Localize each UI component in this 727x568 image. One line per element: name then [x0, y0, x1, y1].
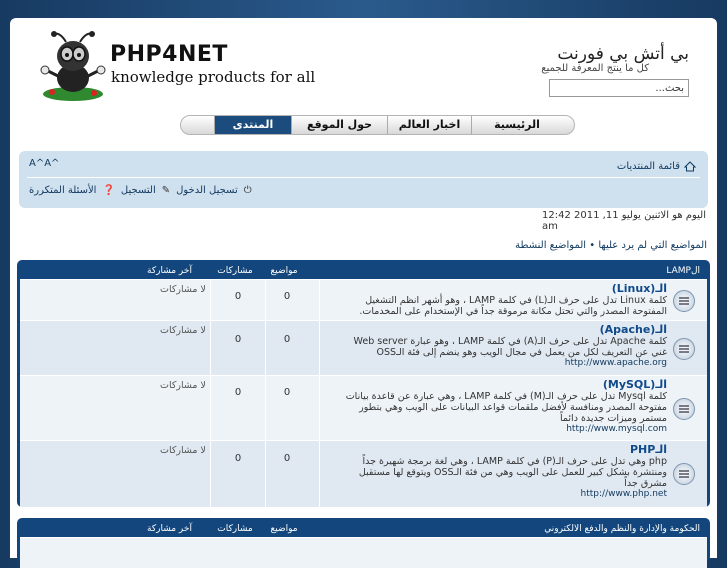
forum-description: كلمة Apache تدل على حرف الـ(A) في كلمة LAMP ، وهو عبارة Web server غني عن التعريف لكل من يعمل في مجال الويب وهو ينضم إلى فئة الـOSS [353, 336, 667, 358]
tab-home[interactable]: الرئيسية [471, 116, 562, 134]
logo-subtitle: knowledge products for all [111, 68, 316, 86]
topic-count: 0 [283, 291, 291, 302]
search-links[interactable]: المواضيع التي لم يرد عليها • المواضيع النشطة [515, 240, 707, 251]
main-nav [180, 115, 575, 135]
forum-link[interactable]: http://www.apache.org [564, 358, 667, 368]
last-post: لا مشاركات [160, 284, 206, 295]
post-count: 0 [234, 334, 242, 345]
navbar-divider [27, 177, 700, 178]
last-post: لا مشاركات [160, 380, 206, 391]
forum-link[interactable]: http://www.php.net [580, 489, 667, 499]
ant-mascot-logo[interactable] [38, 30, 108, 102]
search-input[interactable] [549, 79, 689, 97]
user-links [29, 185, 252, 196]
category-lamp [17, 260, 710, 507]
topic-count: 0 [283, 453, 291, 464]
forum-row [20, 375, 707, 440]
forum-row [20, 440, 707, 507]
forum-read-icon [673, 338, 695, 360]
forum-title[interactable]: الـ(Apache) [599, 323, 667, 336]
topic-count: 0 [283, 334, 291, 345]
forum-row [20, 320, 707, 375]
category-title[interactable]: الحكومة والإدارة والنظم والدفع الالكتروني [544, 524, 700, 534]
col-topics: مواضيع [270, 266, 298, 276]
tab-world-news[interactable]: اخبار العالم [387, 116, 471, 134]
forum-description: php وهي تدل على حرف الـ(P) في كلمة LAMP ، وهي لغة برمجة شهيرة جداً ومنتشرة بشكل كبير للعمل على الويب وهي من فئة الـOSS ويتوقع لها مستقبل مشرق جداً [358, 456, 667, 489]
tab-forum[interactable]: المنتدى [214, 116, 291, 134]
faq-icon: ❓ [102, 185, 115, 196]
register-icon: ✎ [161, 185, 171, 196]
last-post: لا مشاركات [160, 325, 206, 336]
post-count: 0 [234, 387, 242, 398]
forum-title[interactable]: الـ(MySQL) [602, 378, 667, 391]
font-size-control[interactable]: A^A^ [29, 158, 60, 169]
forum-read-icon [673, 463, 695, 485]
tab-about[interactable]: حول الموقع [291, 116, 387, 134]
category-header [17, 522, 710, 537]
forum-read-icon [673, 290, 695, 312]
category-header [17, 264, 710, 279]
col-posts: مشاركات [217, 266, 253, 276]
breadcrumb [617, 161, 696, 172]
forum-title[interactable]: الـPHP [629, 443, 667, 456]
post-count: 0 [234, 291, 242, 302]
register-link[interactable]: التسجيل [120, 185, 156, 196]
site-description: كل ما ينتج المعرفة للجميع [541, 63, 649, 74]
col-last-post: آخر مشاركة [147, 524, 192, 534]
login-link[interactable]: تسجيل الدخول [176, 185, 238, 196]
logo-title[interactable]: PHP4NET [110, 42, 228, 67]
forum-row [20, 279, 707, 320]
category-egov [17, 518, 710, 562]
last-post: لا مشاركات [160, 445, 206, 456]
forum-description: كلمة Linux تدل على حرف الـ(L) في كلمة LAMP ، وهو أشهر انظم التشغيل المفتوحة المصدر والتي تحتل مكانة مرموقة جداً في الإستخدام على المخدمات. [359, 295, 667, 317]
col-posts: مشاركات [217, 524, 253, 534]
forum-title[interactable]: الـ(Linux) [611, 282, 667, 295]
site-header [10, 18, 717, 116]
breadcrumb-forum-index[interactable]: قائمة المنتديات [616, 161, 680, 172]
power-icon: ⏻ [243, 185, 252, 196]
forum-read-icon [673, 398, 695, 420]
page-wrapper [10, 18, 717, 558]
faq-link[interactable]: الأسئلة المتكررة [29, 185, 97, 196]
home-icon [684, 161, 696, 172]
forum-description: كلمة Mysql تدل على حرف الـ(M) في كلمة LAMP ، وهي عبارة عن قاعدة بيانات مفتوحة المصدر ومنافسة لأفضل ملقمات قواعد البيانات على الويب وهي بتطور مستمر وميزات جديدة دائماً [345, 391, 667, 424]
forum-link[interactable]: http://www.mysql.com [566, 424, 667, 434]
post-count: 0 [234, 453, 242, 464]
current-time: اليوم هو الاثنين يوليو 11, 2011 12:42 am [542, 210, 707, 232]
topic-count: 0 [283, 387, 291, 398]
site-title: بي أتش بي فورنت [557, 44, 689, 64]
col-last-post: آخر مشاركة [147, 266, 192, 276]
forum-row [20, 537, 707, 568]
forum-navbar [19, 151, 708, 208]
category-title[interactable]: الLAMP [666, 266, 700, 276]
col-topics: مواضيع [270, 524, 298, 534]
